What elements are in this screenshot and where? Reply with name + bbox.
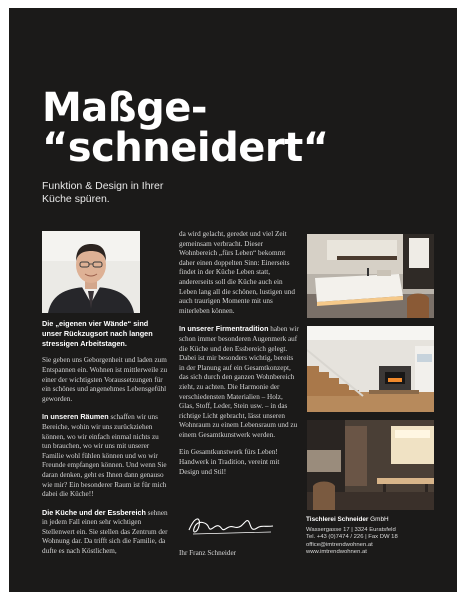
company-address: Wassergasse 17 | 3324 Euratsfeld: [306, 526, 396, 533]
paragraph-3-lead: Die Küche und der Essbereich: [42, 507, 146, 517]
kitchen-photo: [307, 234, 434, 318]
paragraph-2-lead: In unseren Räumen: [42, 412, 109, 422]
company-name: [306, 516, 438, 524]
paragraph-2: [42, 412, 168, 499]
signature: [185, 512, 277, 538]
signature-caption: Ihr Franz Schneider: [179, 549, 237, 557]
paragraph-6: Ein Gesamtkunstwerk fürs Leben! Handwerk in Tradition, vereint mit Design und Stil!: [179, 448, 280, 476]
company-info: [306, 516, 438, 557]
paragraph-5: [179, 324, 299, 440]
company-name-suffix: GmbH: [368, 516, 389, 523]
portrait-photo: [42, 231, 140, 313]
paragraph-5-lead: In unserer Firmentradition: [179, 324, 269, 334]
dining-area-photo: [307, 420, 434, 510]
paragraph-1: Sie geben uns Geborgenheit und laden zum Entspannen ein. Wohnen ist mittlerweile zu einer der wichtigsten Voraussetzungen für ein schönes und angenehmes Lebensgefühl geworden.: [42, 356, 168, 403]
paragraph-4: da wird gelacht, geredet und viel Zeit gemeinsam verbracht. Dieser Wohnbereich „fürs Leben“ bekommt daher einen doppelten Sinn: Einerseits findet in der Küche Leben statt, andererseits soll die Küche auch ein Leben lang all die schönen, lustigen und auch traurigen Momente mit uns miterleben können.: [179, 230, 295, 315]
company-phone: Tel. +43 (0)7474 / 226 | Fax DW 18: [306, 534, 398, 541]
text-column-2: [179, 230, 299, 485]
headline: [42, 85, 329, 171]
paragraph-5-body: haben wir schon immer besonderen Augenmerk auf die Küche und den Essbereich gelegt. Dabei ist mir besonders wichtig, bereits in der Planung auf ein Gesamtkonzept, das sich durch den ganzen Wohnbereich zieht, zu achten. Die Harmonie der verschiedensten Materialien – Holz, Glas, Stoff, Leder, Stein usw. – in das richtige Licht gebracht, lässt unseren Wohnraum zu einem Lebensraum und zu einem Gesamtkunstwerk werden.: [179, 325, 299, 439]
intro-lead: Die „eigenen vier Wände“ sind unser Rückzugsort nach langen stressigen Arbeitstagen.: [42, 319, 153, 348]
paragraph-2-body: schaffen wir uns Bereiche, wohin wir uns zurückziehen können, wo wir einfach einmal nichts zu tun brauchen, wo wir uns mit unserer Familie wohl fühlen können und wo wir Freunde empfangen können. Und wenn Sie daran denken, geht es Ihnen dann genauso wie mir? Ein besonderer Raum ist für mich dabei die Küche!!: [42, 413, 167, 499]
paragraph-3: [42, 508, 168, 557]
paragraph-3-body: sehnen in jedem Fall einen sehr wichtigen Stellenwert ein. Sie stellen das Zentrum der Wohnung dar. Da trifft sich die Familie, da dufte es nach Köstlichem,: [42, 508, 168, 556]
company-email[interactable]: office@imtrendwohnen.at: [306, 541, 373, 548]
subtitle: Funktion & Design in Ihrer Küche spüren.: [42, 180, 164, 205]
magazine-page: [9, 8, 457, 592]
text-column-1: [42, 319, 168, 565]
company-website[interactable]: www.imtrendwohnen.at: [306, 549, 367, 556]
company-name-main: Tischlerei Schneider: [306, 516, 369, 523]
headline-line-2: “schneidert“: [42, 125, 329, 171]
headline-line-1: Maßge-: [42, 85, 207, 131]
staircase-living-room-photo: [307, 326, 434, 412]
